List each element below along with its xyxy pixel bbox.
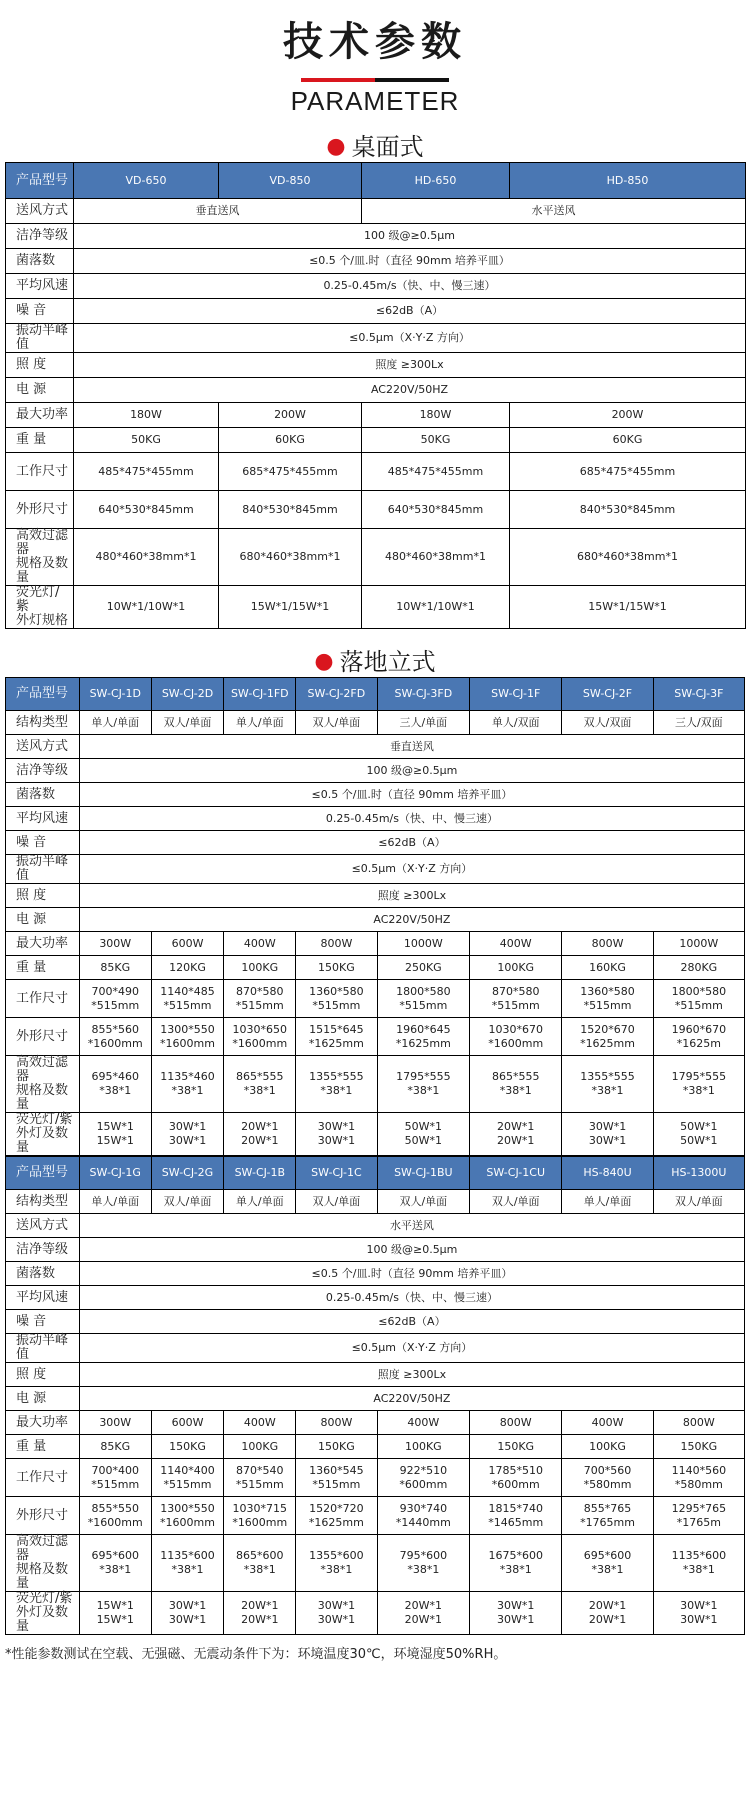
table-cell: 单人/单面	[79, 711, 151, 735]
table-cell: 400W	[224, 1411, 296, 1435]
table-cell: 695*460 *38*1	[79, 1056, 151, 1113]
spec-table-floor-vertical	[5, 677, 745, 1156]
bullet-dot-icon: ●	[326, 134, 346, 159]
table-cell: 85KG	[79, 956, 151, 980]
table-cell: 单人/单面	[79, 1190, 151, 1214]
table-cell: 200W	[219, 403, 362, 428]
table-cell: 680*460*38mm*1	[219, 529, 362, 586]
table-cell: 20W*1 20W*1	[470, 1113, 562, 1156]
table-cell: 双人/双面	[562, 711, 653, 735]
table-row	[6, 428, 746, 453]
table-cell: 20W*1 20W*1	[224, 1592, 296, 1635]
table-cell: 1360*580 *515mm	[562, 980, 653, 1018]
table-cell: 1135*460 *38*1	[151, 1056, 224, 1113]
table-row	[6, 199, 746, 224]
model-cell: SW-CJ-2FD	[296, 678, 378, 711]
table-cell: 800W	[296, 932, 378, 956]
table-cell: 100KG	[224, 956, 296, 980]
table-cell: 800W	[653, 1411, 744, 1435]
table-cell: 870*580 *515mm	[224, 980, 296, 1018]
table-cell: 双人/单面	[377, 1190, 469, 1214]
table-cell: 1295*765 *1765m	[653, 1497, 744, 1535]
table-row	[6, 956, 745, 980]
table-cell: 485*475*455mm	[74, 453, 219, 491]
table-cell: 1520*670 *1625mm	[562, 1018, 653, 1056]
table-row	[6, 855, 745, 884]
table-row	[6, 378, 746, 403]
table-cell: 840*530*845mm	[510, 491, 746, 529]
row-label: 洁净等级	[6, 1238, 80, 1262]
table-cell: 1030*670 *1600mm	[470, 1018, 562, 1056]
table-row	[6, 586, 746, 629]
table-cell: 200W	[510, 403, 746, 428]
row-label: 电 源	[6, 908, 80, 932]
table-row	[6, 1113, 745, 1156]
table-cell: ≤0.5 个/皿.时（直径 90mm 培养平皿）	[79, 783, 744, 807]
table-cell: 10W*1/10W*1	[74, 586, 219, 629]
page-header	[0, 18, 750, 118]
table-cell: 800W	[470, 1411, 562, 1435]
table-cell: 垂直送风	[74, 199, 362, 224]
model-cell: SW-CJ-1F	[470, 678, 562, 711]
table-row	[6, 831, 745, 855]
row-label: 重 量	[6, 1435, 80, 1459]
table-cell: 1800*580 *515mm	[653, 980, 744, 1018]
row-label: 结构类型	[6, 1190, 80, 1214]
row-label: 工作尺寸	[6, 453, 74, 491]
row-label: 高效过滤器 规格及数量	[6, 529, 74, 586]
table-cell: 30W*1 30W*1	[296, 1113, 378, 1156]
row-label: 振动半峰值	[6, 324, 74, 353]
page-title: 技术参数	[283, 19, 467, 65]
table-cell: 150KG	[296, 956, 378, 980]
table-cell: 1515*645 *1625mm	[296, 1018, 378, 1056]
table-cell: 20W*1 20W*1	[377, 1592, 469, 1635]
row-label: 菌落数	[6, 1262, 80, 1286]
table-row	[6, 711, 745, 735]
table-cell: 15W*1 15W*1	[79, 1113, 151, 1156]
row-label: 照 度	[6, 353, 74, 378]
footnote: *性能参数测试在空载、无强磁、无震动条件下为：环境温度30℃，环境湿度50%RH。	[5, 1647, 507, 1662]
table-row	[6, 1497, 745, 1535]
table-cell: 150KG	[151, 1435, 224, 1459]
table-cell: 100 级@≥0.5μm	[79, 1238, 744, 1262]
table-cell: 800W	[562, 932, 653, 956]
table-row	[6, 1435, 745, 1459]
table-row	[6, 735, 745, 759]
row-label: 电 源	[6, 1387, 80, 1411]
model-cell: SW-CJ-2D	[151, 678, 224, 711]
row-label: 外形尺寸	[6, 491, 74, 529]
model-cell: SW-CJ-1BU	[377, 1157, 469, 1190]
table-row	[6, 1238, 745, 1262]
table-cell: 1140*485 *515mm	[151, 980, 224, 1018]
table-row	[6, 1387, 745, 1411]
table-cell: 680*460*38mm*1	[510, 529, 746, 586]
table-row	[6, 1286, 745, 1310]
table-cell: 双人/单面	[151, 711, 224, 735]
table-cell: 单人/单面	[224, 711, 296, 735]
model-cell: HS-840U	[562, 1157, 653, 1190]
table-cell: 垂直送风	[79, 735, 744, 759]
model-cell: VD-650	[74, 163, 219, 199]
table-cell: 1300*550 *1600mm	[151, 1018, 224, 1056]
model-cell: HS-1300U	[653, 1157, 744, 1190]
row-label: 菌落数	[6, 783, 80, 807]
table-cell: 300W	[79, 1411, 151, 1435]
table-cell: 700*490 *515mm	[79, 980, 151, 1018]
row-label: 荧光灯/紫 外灯规格	[6, 586, 74, 629]
table-cell: 250KG	[377, 956, 469, 980]
table-cell: 1140*400 *515mm	[151, 1459, 224, 1497]
table-cell: 三人/单面	[377, 711, 469, 735]
table-cell: 30W*1 30W*1	[296, 1592, 378, 1635]
table-cell: 1135*600 *38*1	[653, 1535, 744, 1592]
table-row	[6, 884, 745, 908]
row-label: 电 源	[6, 378, 74, 403]
table-cell: 100KG	[562, 1435, 653, 1459]
table-row	[6, 1459, 745, 1497]
table-cell: 1360*580 *515mm	[296, 980, 378, 1018]
row-label: 最大功率	[6, 403, 74, 428]
row-label: 重 量	[6, 428, 74, 453]
table-row	[6, 807, 745, 831]
table-cell: 640*530*845mm	[74, 491, 219, 529]
table-row	[6, 783, 745, 807]
row-label: 荧光灯/紫 外灯及数量	[6, 1113, 80, 1156]
table-cell: 855*765 *1765mm	[562, 1497, 653, 1535]
section-title-floor: ● 落地立式	[314, 648, 436, 676]
row-label: 噪 音	[6, 831, 80, 855]
table-cell: 15W*1/15W*1	[219, 586, 362, 629]
model-cell: VD-850	[219, 163, 362, 199]
table-cell: 三人/双面	[653, 711, 744, 735]
table-cell: 700*560 *580mm	[562, 1459, 653, 1497]
table-cell: 双人/单面	[151, 1190, 224, 1214]
table-cell: 30W*1 30W*1	[562, 1113, 653, 1156]
table-cell: AC220V/50HZ	[74, 378, 746, 403]
table-cell: 双人/单面	[296, 711, 378, 735]
row-label: 最大功率	[6, 1411, 80, 1435]
table-cell: 1000W	[377, 932, 469, 956]
table-cell: 1140*560 *580mm	[653, 1459, 744, 1497]
table-cell: 400W	[470, 932, 562, 956]
table-cell: 50W*1 50W*1	[653, 1113, 744, 1156]
table-cell: 280KG	[653, 956, 744, 980]
table-cell: 800W	[296, 1411, 378, 1435]
table-cell: 1135*600 *38*1	[151, 1535, 224, 1592]
row-label: 送风方式	[6, 199, 74, 224]
row-label: 送风方式	[6, 735, 80, 759]
table-cell: ≤62dB（A）	[74, 299, 746, 324]
section-title-desktop: ● 桌面式	[326, 133, 424, 161]
table-row	[6, 299, 746, 324]
table-cell: 400W	[377, 1411, 469, 1435]
row-label: 洁净等级	[6, 759, 80, 783]
table-cell: 865*600 *38*1	[224, 1535, 296, 1592]
table-cell: 865*555 *38*1	[224, 1056, 296, 1113]
row-label: 平均风速	[6, 274, 74, 299]
page-subtitle: PARAMETER	[290, 86, 460, 116]
table-cell: 水平送风	[79, 1214, 744, 1238]
row-label: 产品型号	[6, 163, 74, 199]
table-cell: 10W*1/10W*1	[362, 586, 510, 629]
table-cell: 照度 ≥300Lx	[79, 1363, 744, 1387]
table-cell: 600W	[151, 1411, 224, 1435]
model-cell: SW-CJ-1B	[224, 1157, 296, 1190]
table-cell: AC220V/50HZ	[79, 1387, 744, 1411]
table-row	[6, 908, 745, 932]
table-cell: 870*580 *515mm	[470, 980, 562, 1018]
title-underline	[301, 78, 449, 82]
table-cell: 0.25-0.45m/s（快、中、慢三速）	[79, 1286, 744, 1310]
bullet-dot-icon: ●	[314, 649, 334, 674]
table-cell: 695*600 *38*1	[79, 1535, 151, 1592]
table-cell: 15W*1 15W*1	[79, 1592, 151, 1635]
row-label: 重 量	[6, 956, 80, 980]
row-label: 高效过滤器 规格及数量	[6, 1056, 80, 1113]
table-cell: 30W*1 30W*1	[151, 1592, 224, 1635]
table-cell: 120KG	[151, 956, 224, 980]
table-cell: 1800*580 *515mm	[377, 980, 469, 1018]
table-row	[6, 249, 746, 274]
table-row	[6, 1334, 745, 1363]
table-cell: 640*530*845mm	[362, 491, 510, 529]
table-row	[6, 1310, 745, 1334]
model-cell: HD-850	[510, 163, 746, 199]
table-cell: 685*475*455mm	[510, 453, 746, 491]
table-row	[6, 324, 746, 353]
table-row	[6, 932, 745, 956]
table-cell: 695*600 *38*1	[562, 1535, 653, 1592]
row-label: 荧光灯/紫 外灯及数量	[6, 1592, 80, 1635]
table-cell: 1360*545 *515mm	[296, 1459, 378, 1497]
table-row	[6, 980, 745, 1018]
table-cell: 180W	[362, 403, 510, 428]
table-row	[6, 274, 746, 299]
table-cell: 60KG	[510, 428, 746, 453]
table-cell: 1355*600 *38*1	[296, 1535, 378, 1592]
table-row	[6, 491, 746, 529]
table-row	[6, 453, 746, 491]
table-cell: 0.25-0.45m/s（快、中、慢三速）	[74, 274, 746, 299]
table-row	[6, 1535, 745, 1592]
table-cell: 485*475*455mm	[362, 453, 510, 491]
row-label: 结构类型	[6, 711, 80, 735]
row-label: 照 度	[6, 1363, 80, 1387]
table-cell: 700*400 *515mm	[79, 1459, 151, 1497]
table-cell: 100 级@≥0.5μm	[74, 224, 746, 249]
table-row	[6, 224, 746, 249]
model-cell: SW-CJ-1C	[296, 1157, 378, 1190]
model-cell: SW-CJ-1FD	[224, 678, 296, 711]
table-cell: 60KG	[219, 428, 362, 453]
table-cell: 1960*645 *1625mm	[377, 1018, 469, 1056]
table-cell: 840*530*845mm	[219, 491, 362, 529]
row-label: 外形尺寸	[6, 1018, 80, 1056]
model-cell: SW-CJ-1D	[79, 678, 151, 711]
table-cell: 100 级@≥0.5μm	[79, 759, 744, 783]
table-cell: 照度 ≥300Lx	[79, 884, 744, 908]
row-label: 工作尺寸	[6, 980, 80, 1018]
table-cell: 0.25-0.45m/s（快、中、慢三速）	[79, 807, 744, 831]
table-cell: 1520*720 *1625mm	[296, 1497, 378, 1535]
table-row	[6, 1190, 745, 1214]
model-cell: SW-CJ-1G	[79, 1157, 151, 1190]
model-cell: SW-CJ-1CU	[470, 1157, 562, 1190]
table-cell: 180W	[74, 403, 219, 428]
table-cell: 水平送风	[362, 199, 746, 224]
table-row	[6, 1157, 745, 1190]
table-cell: 双人/单面	[470, 1190, 562, 1214]
table-row	[6, 529, 746, 586]
table-row	[6, 759, 745, 783]
table-cell: ≤0.5μm（X·Y·Z 方向）	[79, 1334, 744, 1363]
table-cell: 15W*1/15W*1	[510, 586, 746, 629]
table-cell: 双人/单面	[296, 1190, 378, 1214]
table-cell: 150KG	[653, 1435, 744, 1459]
row-label: 产品型号	[6, 678, 80, 711]
table-cell: 1300*550 *1600mm	[151, 1497, 224, 1535]
table-cell: 1030*715 *1600mm	[224, 1497, 296, 1535]
table-row	[6, 1214, 745, 1238]
row-label: 外形尺寸	[6, 1497, 80, 1535]
table-cell: ≤0.5μm（X·Y·Z 方向）	[74, 324, 746, 353]
table-cell: 85KG	[79, 1435, 151, 1459]
table-cell: ≤62dB（A）	[79, 831, 744, 855]
table-cell: ≤62dB（A）	[79, 1310, 744, 1334]
table-row	[6, 1411, 745, 1435]
table-row	[6, 1056, 745, 1113]
model-cell: SW-CJ-2G	[151, 1157, 224, 1190]
table-cell: 855*550 *1600mm	[79, 1497, 151, 1535]
table-cell: 480*460*38mm*1	[74, 529, 219, 586]
table-row	[6, 1262, 745, 1286]
table-cell: 870*540 *515mm	[224, 1459, 296, 1497]
table-cell: 100KG	[377, 1435, 469, 1459]
table-cell: 50W*1 50W*1	[377, 1113, 469, 1156]
table-cell: 795*600 *38*1	[377, 1535, 469, 1592]
table-cell: 1030*650 *1600mm	[224, 1018, 296, 1056]
row-label: 送风方式	[6, 1214, 80, 1238]
table-cell: 400W	[562, 1411, 653, 1435]
table-cell: 照度 ≥300Lx	[74, 353, 746, 378]
row-label: 洁净等级	[6, 224, 74, 249]
table-cell: 30W*1 30W*1	[151, 1113, 224, 1156]
table-cell: 20W*1 20W*1	[562, 1592, 653, 1635]
model-cell: SW-CJ-3FD	[377, 678, 469, 711]
table-cell: ≤0.5 个/皿.时（直径 90mm 培养平皿）	[74, 249, 746, 274]
table-row	[6, 1018, 745, 1056]
model-cell: HD-650	[362, 163, 510, 199]
table-cell: 1795*555 *38*1	[653, 1056, 744, 1113]
row-label: 噪 音	[6, 1310, 80, 1334]
model-cell: SW-CJ-3F	[653, 678, 744, 711]
table-cell: 30W*1 30W*1	[653, 1592, 744, 1635]
table-row	[6, 678, 745, 711]
row-label: 平均风速	[6, 807, 80, 831]
table-row	[6, 1592, 745, 1635]
row-label: 噪 音	[6, 299, 74, 324]
table-cell: 100KG	[470, 956, 562, 980]
table-cell: 30W*1 30W*1	[470, 1592, 562, 1635]
table-cell: 100KG	[224, 1435, 296, 1459]
table-cell: 1675*600 *38*1	[470, 1535, 562, 1592]
row-label: 照 度	[6, 884, 80, 908]
table-cell: 1355*555 *38*1	[296, 1056, 378, 1113]
table-cell: 600W	[151, 932, 224, 956]
table-cell: 150KG	[470, 1435, 562, 1459]
table-row	[6, 353, 746, 378]
table-cell: 单人/双面	[470, 711, 562, 735]
table-cell: 865*555 *38*1	[470, 1056, 562, 1113]
table-cell: 1960*670 *1625m	[653, 1018, 744, 1056]
spec-table-desktop	[5, 162, 746, 629]
model-cell: SW-CJ-2F	[562, 678, 653, 711]
row-label: 工作尺寸	[6, 1459, 80, 1497]
row-label: 菌落数	[6, 249, 74, 274]
table-cell: 160KG	[562, 956, 653, 980]
table-cell: 930*740 *1440mm	[377, 1497, 469, 1535]
table-cell: 1785*510 *600mm	[470, 1459, 562, 1497]
table-cell: 双人/单面	[653, 1190, 744, 1214]
table-cell: 单人/单面	[224, 1190, 296, 1214]
row-label: 产品型号	[6, 1157, 80, 1190]
table-cell: ≤0.5μm（X·Y·Z 方向）	[79, 855, 744, 884]
table-cell: ≤0.5 个/皿.时（直径 90mm 培养平皿）	[79, 1262, 744, 1286]
table-cell: 50KG	[74, 428, 219, 453]
table-cell: 300W	[79, 932, 151, 956]
row-label: 高效过滤器 规格及数量	[6, 1535, 80, 1592]
table-cell: 1815*740 *1465mm	[470, 1497, 562, 1535]
row-label: 振动半峰值	[6, 1334, 80, 1363]
table-cell: 400W	[224, 932, 296, 956]
spec-table-floor-horizontal	[5, 1156, 745, 1635]
table-cell: 单人/单面	[562, 1190, 653, 1214]
table-row	[6, 403, 746, 428]
row-label: 最大功率	[6, 932, 80, 956]
table-cell: 1000W	[653, 932, 744, 956]
table-cell: 480*460*38mm*1	[362, 529, 510, 586]
table-cell: 922*510 *600mm	[377, 1459, 469, 1497]
table-row	[6, 163, 746, 199]
table-cell: 50KG	[362, 428, 510, 453]
table-cell: AC220V/50HZ	[79, 908, 744, 932]
table-row	[6, 1363, 745, 1387]
row-label: 平均风速	[6, 1286, 80, 1310]
table-cell: 150KG	[296, 1435, 378, 1459]
table-cell: 685*475*455mm	[219, 453, 362, 491]
table-cell: 855*560 *1600mm	[79, 1018, 151, 1056]
table-cell: 1355*555 *38*1	[562, 1056, 653, 1113]
table-cell: 1795*555 *38*1	[377, 1056, 469, 1113]
table-cell: 20W*1 20W*1	[224, 1113, 296, 1156]
row-label: 振动半峰值	[6, 855, 80, 884]
